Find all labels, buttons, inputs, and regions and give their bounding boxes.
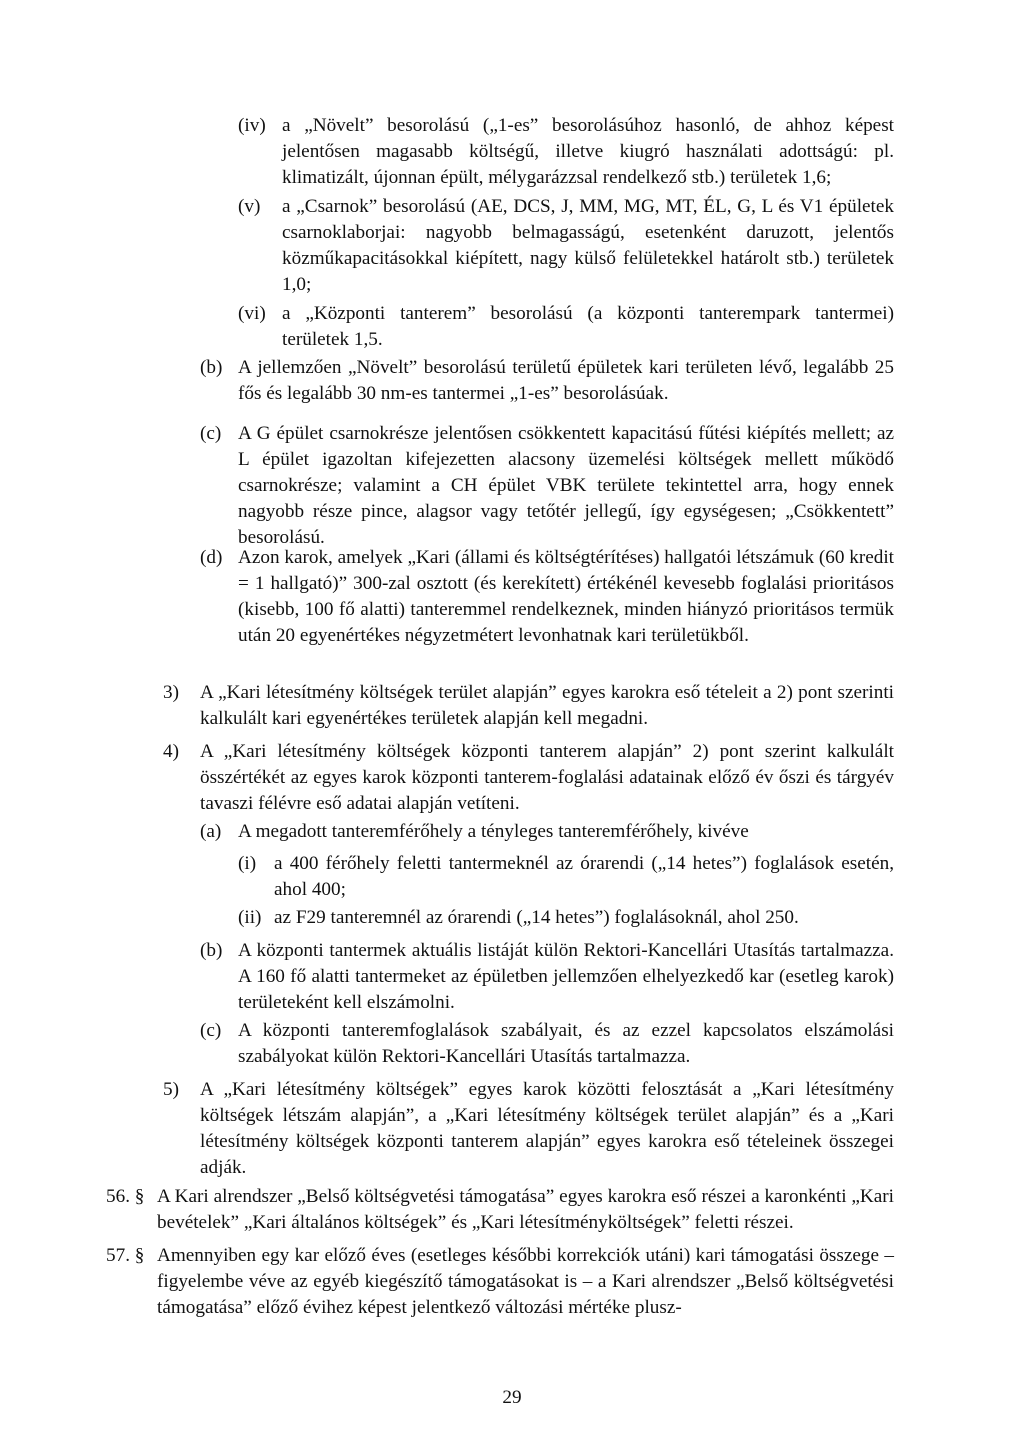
item-text: az F29 tanteremnél az órarendi („14 hetes”) foglalásoknál, ahol 250. — [274, 907, 799, 928]
item-label: (c) — [200, 423, 222, 444]
list-item-3 — [163, 680, 894, 732]
item-text: A megadott tanteremférőhely a tényleges tanteremférőhely, kivéve — [238, 821, 749, 842]
item-label: (b) — [200, 940, 223, 961]
list-item-4a — [200, 819, 894, 845]
item-text: a „Központi tanterem” besorolású (a központi tanterempark tantermei) területek 1,5. — [282, 303, 894, 350]
item-label: (ii) — [238, 907, 262, 928]
list-item-b — [200, 355, 894, 407]
list-item-iv — [238, 113, 894, 191]
item-label: 5) — [163, 1079, 179, 1100]
list-item-4b — [200, 938, 894, 1016]
section-text: Amennyiben egy kar előző éves (esetleges későbbi korrekciók utáni) kari támogatási összege – figyelembe véve az egyéb kiegészítő támogatásokat is – a Kari alrendszer „Belső költségvetési támogatása” előző évihez képest jelentkező változási mértéke plusz- — [157, 1245, 894, 1318]
item-label: 4) — [163, 741, 179, 762]
list-item-4 — [163, 739, 894, 817]
item-label: (a) — [200, 821, 222, 842]
item-label: (vi) — [238, 303, 266, 324]
item-label: (b) — [200, 357, 223, 378]
item-text: A „Kari létesítmény költségek” egyes karok közötti felosztását a „Kari létesítmény költségek létszám alapján”, a „Kari létesítmény költségek terület alapján” és a „Kari létesítmény költségek központi tanterem alapján” egyes karokra eső tételeinek összegei adják. — [200, 1079, 894, 1178]
section-label: 56. § — [106, 1186, 145, 1207]
item-label: (d) — [200, 547, 223, 568]
item-label: 3) — [163, 682, 179, 703]
item-text: a „Csarnok” besorolású (AE, DCS, J, MM, MG, MT, ÉL, G, L és V1 épületek csarnoklaborjai: nagyobb belmagasságú, esetenként daruzott, jelentős közműkapacitásokkal kiépített, nagy külső felületekkel határolt stb.) területek 1,0; — [282, 196, 894, 295]
list-item-c — [200, 421, 894, 551]
item-text: Azon karok, amelyek „Kari (állami és költségtérítéses) hallgatói létszámuk (60 kredit = 1 hallgató)” 300-zal osztott (és kerekített) értékénél kevesebb foglalási prioritásos (kisebb, 100 fő alatti) tanteremmel rendelkeznek, minden hiányzó prioritásos termük után 20 egyenértékes négyzetmétert levonhatnak kari területükből. — [238, 547, 894, 646]
item-text: A „Kari létesítmény költségek központi tanterem alapján” 2) pont szerint kalkulált összértékét az egyes karok központi tanterem-foglalási adatainak előző év őszi és tárgyév tavaszi félévre eső adatai alapján vetíteni. — [200, 741, 894, 814]
list-item-vi — [238, 301, 894, 353]
list-item-4a-i — [238, 851, 894, 903]
list-item-5 — [163, 1077, 894, 1181]
item-text: a 400 férőhely feletti tantermeknél az órarendi („14 hetes”) foglalások esetén, ahol 400; — [274, 853, 894, 900]
item-text: A központi tantermek aktuális listáját külön Rektori-Kancellári Utasítás tartalmazza. A 160 fő alatti tantermeket az épületben jellemzően elhelyezkedő kar (esetleg karok) területeként kell elszámolni. — [238, 940, 894, 1013]
list-item-v — [238, 194, 894, 298]
list-item-4c — [200, 1018, 894, 1070]
section-56 — [106, 1184, 894, 1236]
item-label: (v) — [238, 196, 261, 217]
item-text: a „Növelt” besorolású („1-es” besorolásúhoz hasonló, de ahhoz képest jelentősen magasabb költségű, illetve kiugró használati adottságú: pl. klimatizált, újonnan épült, mélygarázzsal rendelkező stb.) területek 1,6; — [282, 115, 894, 188]
list-item-d — [200, 545, 894, 649]
list-item-4a-ii — [238, 905, 894, 931]
section-label: 57. § — [106, 1245, 145, 1266]
item-text: A központi tanteremfoglalások szabályait, és az ezzel kapcsolatos elszámolási szabályokat külön Rektori-Kancellári Utasítás tartalmazza. — [238, 1020, 894, 1067]
item-text: A G épület csarnokrésze jelentősen csökkentett kapacitású fűtési kiépítés mellett; az L épület igazoltan kifejezetten alacsony üzemelési költségek mellett működő csarnokrésze; valamint a CH épület VBK területe tekintettel arra, hogy ennek nagyobb része pince, alagsor vagy tetőtér jellegű, így egységesen; „Csökkentett” besorolású. — [238, 423, 894, 548]
item-text: A „Kari létesítmény költségek terület alapján” egyes karokra eső tételeit a 2) pont szerinti kalkulált kari egyenértékes területek alapján kell megadni. — [200, 682, 894, 729]
item-label: (c) — [200, 1020, 222, 1041]
item-text: A jellemzően „Növelt” besorolású területű épületek kari területen lévő, legalább 25 fős és legalább 30 nm-es tantermei „1-es” besorolásúak. — [238, 357, 894, 404]
section-text: A Kari alrendszer „Belső költségvetési támogatása” egyes karokra eső részei a karonkénti „Kari bevételek” „Kari általános költségek” és „Kari létesítményköltségek” feletti részei. — [157, 1186, 894, 1233]
item-label: (iv) — [238, 115, 266, 136]
item-label: (i) — [238, 853, 257, 874]
page-number: 29 — [502, 1387, 522, 1408]
section-57 — [106, 1243, 894, 1321]
